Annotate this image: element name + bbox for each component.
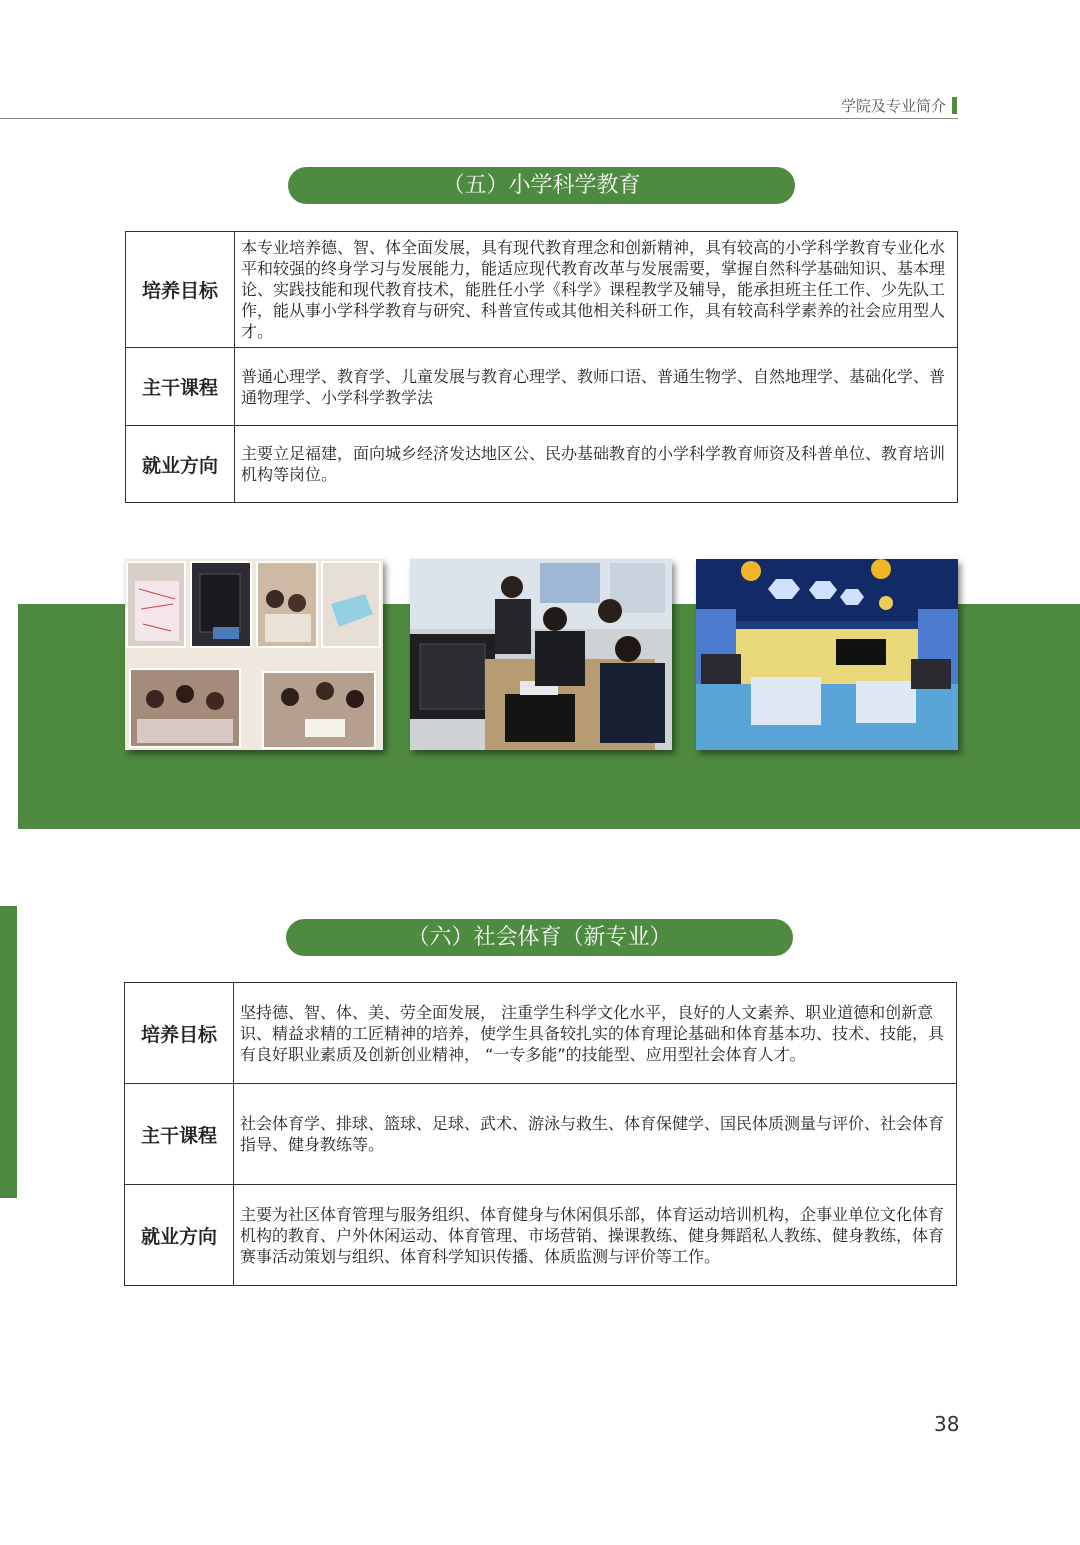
table-row [126, 348, 958, 426]
program-info-table [124, 982, 957, 1286]
lab-students-photo [410, 559, 672, 750]
table-row [125, 1084, 957, 1185]
header-divider [0, 118, 958, 119]
header-accent-mark [952, 97, 957, 114]
row-label: 培养目标 [126, 232, 235, 348]
section-title-banner: （六）社会体育（新专业） [286, 919, 793, 956]
header-title: 学院及专业简介 [840, 97, 946, 115]
row-text: 本专业培养德、智、体全面发展，具有现代教育理念和创新精神，具有较高的小学科学教育专业化水平和较强的终身学习与发展能力，能适应现代教育改革与发展需要，掌握自然科学基础知识、基本理论、实践技能和现代教育技术，能胜任小学《科学》课程教学及辅导，能承担班主任工作、少先队工作，能从事小学科学教育与研究、科普宣传或其他相关科研工作，具有较高科学素养的社会应用型人才。 [235, 232, 958, 348]
section-title-banner: （五）小学科学教育 [288, 167, 795, 204]
row-label: 主干课程 [126, 348, 235, 426]
side-accent-bar [0, 906, 17, 1198]
activity-collage-photo [125, 559, 383, 750]
table-row [126, 232, 958, 348]
row-text: 普通心理学、教育学、儿童发展与教育心理学、教师口语、普通生物学、自然地理学、基础化学、普通物理学、小学科学教学法 [235, 348, 958, 426]
program-info-table [125, 231, 958, 503]
row-text: 主要立足福建，面向城乡经济发达地区公、民办基础教育的小学科学教育师资及科普单位、教育培训机构等岗位。 [235, 426, 958, 503]
classroom-image [696, 559, 958, 750]
table-row [126, 426, 958, 503]
row-text: 主要为社区体育管理与服务组织、体育健身与休闲俱乐部，体育运动培训机构，企事业单位文化体育机构的教育、户外休闲运动、体育管理、市场营销、操课教练、健身舞蹈私人教练、健身教练，体育赛事活动策划与组织、体育科学知识传播、体质监测与评价等工作。 [234, 1185, 957, 1286]
page-number: 38 [934, 1412, 960, 1436]
science-classroom-photo [696, 559, 958, 750]
table-row [125, 983, 957, 1084]
lab-image [410, 559, 672, 750]
collage-image [125, 559, 383, 750]
row-label: 主干课程 [125, 1084, 234, 1185]
row-label: 培养目标 [125, 983, 234, 1084]
table-row [125, 1185, 957, 1286]
row-text: 坚持德、智、体、美、劳全面发展， 注重学生科学文化水平，良好的人文素养、职业道德和创新意识、精益求精的工匠精神的培养，使学生具备较扎实的体育理论基础和体育基本功、技术、技能，具有良好职业素质及创新创业精神， “一专多能”的技能型、应用型社会体育人才。 [234, 983, 957, 1084]
row-label: 就业方向 [126, 426, 235, 503]
row-text: 社会体育学、排球、篮球、足球、武术、游泳与救生、体育保健学、国民体质测量与评价、社会体育指导、健身教练等。 [234, 1084, 957, 1185]
row-label: 就业方向 [125, 1185, 234, 1286]
